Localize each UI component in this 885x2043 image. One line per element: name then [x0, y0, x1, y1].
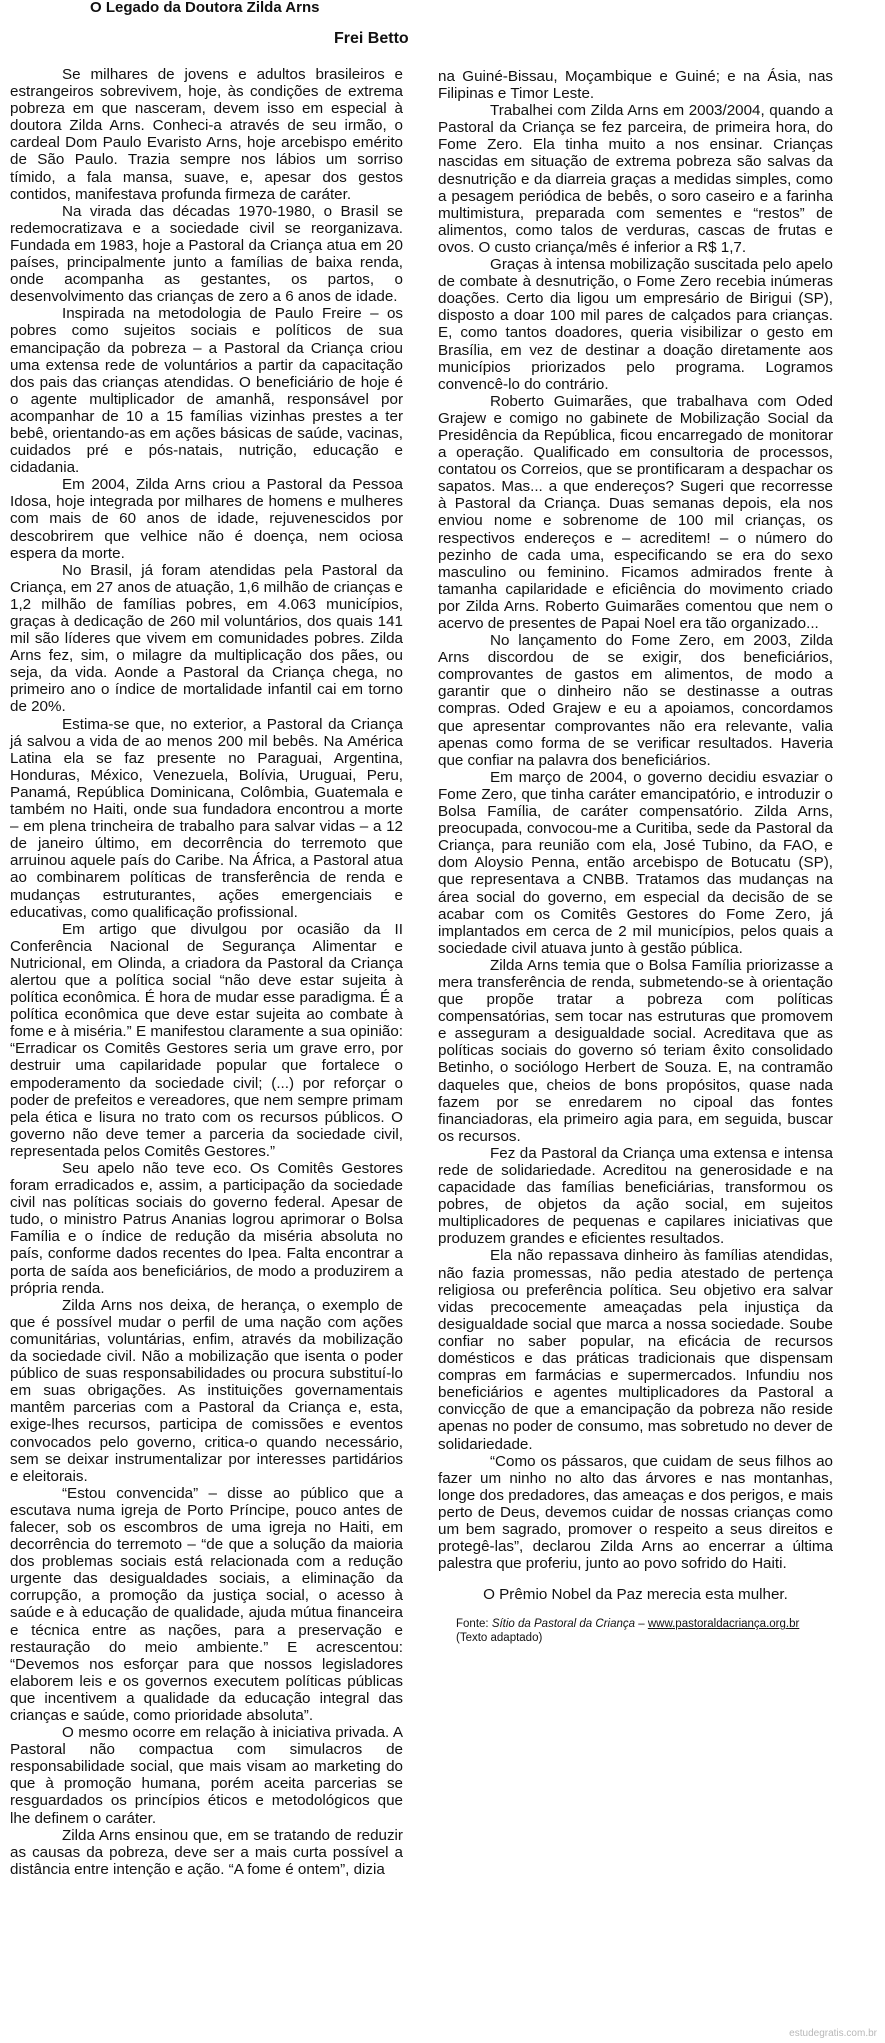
paragraph: O mesmo ocorre em relação à iniciativa privada. A Pastoral não compactua com simulacros de responsabilidade social, que mais visam ao marketing do que à promoção humana, porém aceita parcerias se resguardados os princípios éticos e metodológicos que lhe definem o caráter.: [10, 1724, 403, 1827]
paragraph: Inspirada na metodologia de Paulo Freire – os pobres como sujeitos sociais e políticos de sua emancipação da pobreza – a Pastoral da Criança criou uma extensa rede de voluntários a partir da capacitação dos pais das crianças atendidas. O beneficiário de hoje é o agente multiplicador de amanhã, responsável por acompanhar de 10 a 15 famílias vizinhas prestes a ter bebê, orientando-as em ações básicas de saúde, vacinas, cuidados pré e pós-natais, nutrição, educação e cidadania.: [10, 305, 403, 477]
source-label: Fonte:: [456, 1618, 489, 1631]
paragraph: No lançamento do Fome Zero, em 2003, Zilda Arns discordou de se exigir, dos beneficiários, comprovantes de gastos em alimentos, de modo a garantir que o dinheiro não se destinasse a outras compras. Oded Grajew e eu a apoiamos, concordamos que apresentar comprovantes não era relevante, valia apenas como forma de se verificar resultados. Haveria que confiar na palavra dos beneficiários.: [438, 632, 833, 769]
paragraph: Trabalhei com Zilda Arns em 2003/2004, quando a Pastoral da Criança se fez parceira, de primeira hora, do Fome Zero. Ela tinha muito a nos ensinar. Crianças nascidas em situação de extrema pobreza são salvas da desnutrição e da diarreia graças a medidas simples, como a pesagem periódica de bebês, o soro caseiro e a farinha multimistura, preparada com sementes e “restos” de alimentos, como talos de verduras, cascas de frutas e ovos. O custo criança/mês é inferior a R$ 1,7.: [438, 102, 833, 256]
paragraph-continuation: na Guiné-Bissau, Moçambique e Guiné; e na Ásia, nas Filipinas e Timor Leste.: [438, 68, 833, 103]
paragraph: Zilda Arns temia que o Bolsa Família priorizasse a mera transferência de renda, submetendo-se à orientação que propõe tratar a pobreza com políticas compensatórias, sem tocar nas estruturas que promovem e asseguram a desigualdade social. Acreditava que as políticas sociais do governo só teriam êxito consolidado Betinho, o sociólogo Herbert de Souza. E, na contramão daqueles que, cheios de bons propósitos, quase nada fazem por se enredarem no cipoal das fontes financiadoras, ela primeiro agia para, em seguida, buscar os recursos.: [438, 956, 833, 1145]
paragraph: Ela não repassava dinheiro às famílias atendidas, não fazia promessas, não pedia atestado de pertença religiosa ou preferência política. Seu objetivo era salvar vidas precocemente ameaçadas pela injustiça da desigualdade social que marca a nossa sociedade. Soube confiar no saber popular, na eficácia de recursos domésticos e das práticas tradicionais que dispensam compras em farmácias e supermercados. Infundiu nos beneficiários e agentes multiplicadores da Pastoral a convicção de que a emancipação da pobreza não reside apenas no poder de consumo, mas sobretudo no dever de solidariedade.: [438, 1247, 833, 1453]
author-name: Frei Betto: [334, 30, 409, 47]
closing-line: O Prêmio Nobel da Paz merecia esta mulher.: [483, 1586, 788, 1604]
paragraph: Zilda Arns ensinou que, em se tratando de reduzir as causas da pobreza, deve ser a mais curta possível a distância entre intenção e ação. “A fome é ontem”, dizia: [10, 1826, 403, 1878]
source-site: Sítio da Pastoral da Criança: [491, 1618, 636, 1631]
paragraph: “Como os pássaros, que cuidam de seus filhos ao fazer um ninho no alto das árvores e nas montanhas, longe dos predadores, das ameaças e dos perigos, e mais perto de Deus, devemos cuidar de nossas crianças como um bem sagrado, promover o respeito a seus direitos e protegê-las”, declarou Zilda Arns ao encerrar a última palestra que proferiu, junto ao povo sofrido do Haiti.: [438, 1452, 833, 1573]
source-dash: –: [638, 1618, 645, 1631]
site-watermark: estudegratis.com.br: [789, 2028, 877, 2039]
paragraph: Seu apelo não teve eco. Os Comitês Gestores foram erradicados e, assim, a participação da sociedade civil nas políticas sociais do governo federal. Apesar de tudo, o ministro Patrus Ananias logrou aprimorar o Bolsa Família e o índice de redução da miséria absoluta no país, conforme dados recentes do Ipea. Falta encontrar a porta de saída aos beneficiários, de modo a produzirem a própria renda.: [10, 1160, 403, 1297]
source-credit: [456, 1617, 833, 1645]
paragraph: Zilda Arns nos deixa, de herança, o exemplo de que é possível mudar o perfil de uma nação com ações comunitárias, voluntárias, enfim, através da mobilização da sociedade civil. Não a mobilização que isenta o poder público de suas responsabilidades ou procura substituí-lo em suas obrigações. As instituições governamentais mantêm parcerias com a Pastoral da Criança e, esta, exige-lhes recursos, participa de comissões e eventos convocados pelo governo, critica-o quando necessário, sem se deixar instrumentalizar por interesses partidários e eleitorais.: [10, 1296, 403, 1485]
paragraph: No Brasil, já foram atendidas pela Pastoral da Criança, em 27 anos de atuação, 1,6 milhão de crianças e 1,2 milhão de famílias pobres, em 4.063 municípios, graças à dedicação de 260 mil voluntários, dos quais 141 mil são líderes que vivem em comunidades pobres. Zilda Arns fez, sim, o milagre da multiplicação dos pães, ou seja, da vida. Aonde a Pastoral da Criança chega, no primeiro ano o índice de mortalidade infantil cai em torno de 20%.: [10, 561, 403, 716]
paragraph: Roberto Guimarães, que trabalhava com Oded Grajew e comigo no gabinete de Mobilização Social da Presidência da República, ficou encarregado de monitorar a operação. Qualificado em consultoria de processos, contatou os Correios, que se prontificaram a despachar os sapatos. Mas... a que endereços? Sugeri que recorresse à Pastoral da Criança. Duas semanas depois, ela nos enviou nome e sobrenome de 100 mil crianças, os respectivos endereços e – acreditem! – o número do pezinho de cada uma, especificando se era do sexo masculino ou feminino. Ficamos admirados frente à tamanha capilaridade e eficiência do movimento criado por Zilda Arns. Roberto Guimarães comentou que nem o acervo de presentes de Papai Noel era tão organizado...: [438, 392, 833, 632]
source-link[interactable]: www.pastoraldacriança.org.br: [647, 1618, 800, 1631]
paragraph: Em 2004, Zilda Arns criou a Pastoral da Pessoa Idosa, hoje integrada por milhares de homens e mulheres com mais de 60 anos de idade, rejuvenescidos por descobrirem que velhice não é doença, nem ociosa espera da morte.: [10, 476, 403, 562]
source-note: (Texto adaptado): [456, 1632, 543, 1645]
paragraph: Estima-se que, no exterior, a Pastoral da Criança já salvou a vida de ao menos 200 mil bebês. Na América Latina ela se faz presente no Paraguai, Argentina, Honduras, México, Venezuela, Bolívia, Uruguai, Peru, Panamá, República Dominicana, Colômbia, Guatemala e também no Haiti, onde sua fundadora encontrou a morte – em plena trincheira de trabalho para salvar vidas – a 12 de janeiro último, em decorrência do terremoto que arruinou aquele país do Caribe. Na África, a Pastoral atua ao combinarem políticas de transferência de renda e mudanças estruturantes, ações emergenciais e educativas, como qualificação profissional.: [10, 715, 403, 921]
article-title: O Legado da Doutora Zilda Arns: [90, 0, 320, 16]
paragraph: Em artigo que divulgou por ocasião da II Conferência Nacional de Segurança Alimentar e Nutricional, em Olinda, a criadora da Pastoral da Criança alertou que a política social “não deve estar sujeita à política econômica. É hora de mudar esse paradigma. É a política econômica que deve estar sujeita ao combate à fome e à miséria.” E manifestou claramente a sua opinião: “Erradicar os Comitês Gestores seria um grave erro, por destruir uma capilaridade popular que fortalece o empoderamento da sociedade civil; (...) por reforçar o poder de prefeitos e vereadores, que nem sempre primam pela ética e lisura no trato com os recursos públicos. O governo não deve temer a parceria da sociedade civil, representada pelos Comitês Gestores.”: [10, 920, 403, 1160]
left-column: [10, 66, 403, 1878]
paragraph: “Estou convencida” – disse ao público que a escutava numa igreja de Porto Príncipe, pouco antes de falecer, sob os escombros de uma igreja no Haiti, em decorrência do terremoto – “de que a solução da maioria dos problemas sociais está relacionada com a redução urgente das desigualdades sociais, a eliminação da corrupção, a promoção da justiça social, o acesso à saúde e à educação de qualidade, ajuda mútua financeira e técnica entre as nações, para a preservação e restauração do meio ambiente.” E acrescentou: “Devemos nos esforçar para que nossos legisladores elaborem leis e os governos executem políticas públicas que incentivem a qualidade da educação integral das crianças e saúde, como prioridade absoluta”.: [10, 1484, 403, 1724]
paragraph: Fez da Pastoral da Criança uma extensa e intensa rede de solidariedade. Acreditou na generosidade e na capacidade das famílias beneficiárias, transformou os pobres, de objetos da ação social, em sujeitos multiplicadores de pequenas e capilares iniciativas que produzem grandes e eficientes resultados.: [438, 1144, 833, 1248]
paragraph: Em março de 2004, o governo decidiu esvaziar o Fome Zero, que tinha caráter emancipatório, e introduzir o Bolsa Família, de caráter compensatório. Zilda Arns, preocupada, convocou-me a Curitiba, sede da Pastoral da Criança, para reunião com ela, José Tubino, da FAO, e dom Aloysio Penna, então arcebispo de Botucatu (SP), que representava a CNBB. Tratamos das mudanças na área social do governo, em especial da decisão de se acabar com os Comitês Gestores do Fome Zero, já implantados em cerca de 2 mil municípios, pelos quais a sociedade civil atuava junto à gestão pública.: [438, 768, 833, 957]
paragraph: Graças à intensa mobilização suscitada pelo apelo de combate à desnutrição, o Fome Zero recebia inúmeras doações. Certo dia ligou um empresário de Birigui (SP), disposto a doar 100 mil pares de calçados para crianças. E, como tantos doadores, queria visibilizar o gesto em Brasília, em vez de destinar a doação diretamente aos municípios priorizados pelo programa. Logramos convencê-lo do contrário.: [438, 256, 833, 393]
paragraph: Na virada das décadas 1970-1980, o Brasil se redemocratizava e a sociedade civil se reorganizava. Fundada em 1983, hoje a Pastoral da Criança atua em 20 países, principalmente junto a famílias de baixa renda, onde acompanha as gestantes, os partos, o desenvolvimento das crianças de zero a 6 anos de idade.: [10, 202, 403, 306]
paragraph: Se milhares de jovens e adultos brasileiros e estrangeiros sobrevivem, hoje, às condições de extrema pobreza em que nasceram, devem isso em especial à doutora Zilda Arns. Conheci-a através de seu irmão, o cardeal Dom Paulo Evaristo Arns, hoje arcebispo emérito de São Paulo. Trazia sempre nos lábios um sorriso tímido, a fala mansa, suave, e, apesar dos gestos contidos, manifestava profunda firmeza de caráter.: [10, 66, 403, 203]
right-column: [438, 68, 833, 1645]
